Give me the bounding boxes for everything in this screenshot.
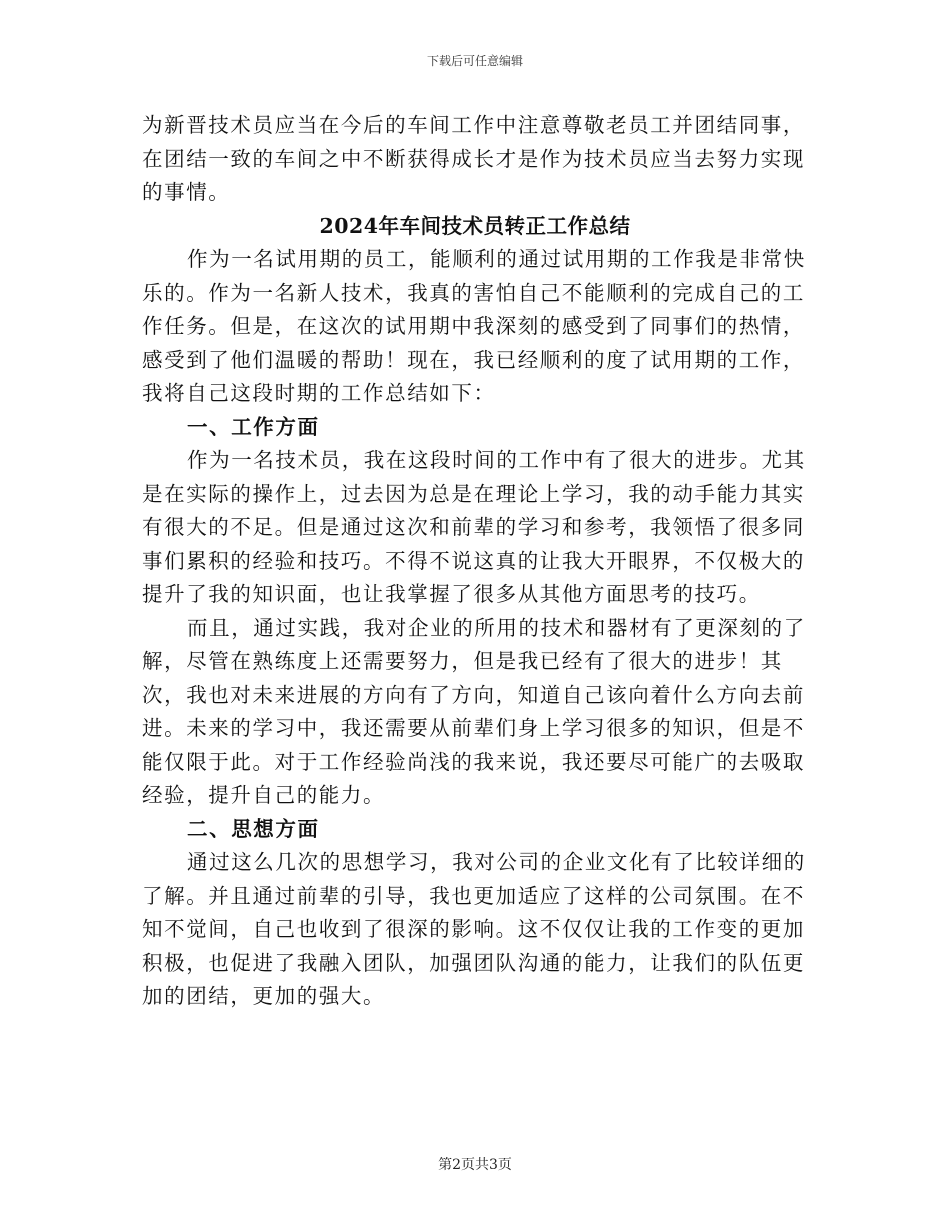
document-body [142, 109, 808, 1014]
section-heading-thought: 二、思想方面 [187, 816, 320, 841]
thought-paragraph-1: 通过这么几次的思想学习，我对公司的企业文化有了比较详细的了解。并且通过前辈的引导，我也更加适应了这样的公司氛围。在不知不觉间，自己也收到了很深的影响。这不仅仅让我的工作变的更加积极，也促进了我融入团队，加强团队沟通的能力，让我们的队伍更加的团结，更加的强大。 [142, 850, 806, 1008]
work-paragraph-1: 作为一名技术员，我在这段时间的工作中有了很大的进步。尤其是在实际的操作上，过去因为总是在理论上学习，我的动手能力其实有很大的不足。但是通过这次和前辈的学习和参考，我领悟了很多同事们累积的经验和技巧。不得不说这真的让我大开眼界，不仅极大的提升了我的知识面，也让我掌握了很多从其他方面思考的技巧。 [142, 448, 806, 606]
document-title: 2024年车间技术员转正工作总结 [319, 213, 631, 238]
page-header: 下载后可任意编辑 [426, 54, 523, 68]
work-paragraph-2: 而且，通过实践，我对企业的所用的技术和器材有了更深刻的了解，尽管在熟练度上还需要努力，但是我已经有了很大的进步！其次，我也对未来进展的方向有了方向，知道自己该向着什么方向去前进。未来的学习中，我还需要从前辈们身上学习很多的知识，但是不能仅限于此。对于工作经验尚浅的我来说，我还要尽可能广的去吸取经验，提升自己的能力。 [142, 615, 806, 807]
intro-paragraph: 为新晋技术员应当在今后的车间工作中注意尊敬老员工并团结同事，在团结一致的车间之中不断获得成长才是作为技术员应当去努力实现的事情。 [142, 113, 805, 204]
page-footer: 第2页共3页 [438, 1157, 512, 1173]
opening-paragraph: 作为一名试用期的员工，能顺利的通过试用期的工作我是非常快乐的。作为一名新人技术，我真的害怕自己不能顺利的完成自己的工作任务。但是，在这次的试用期中我深刻的感受到了同事们的热情，感受到了他们温暖的帮助！现在，我已经顺利的度了试用期的工作，我将自己这段时期的工作总结如下： [142, 247, 806, 405]
section-heading-work: 一、工作方面 [187, 414, 320, 439]
